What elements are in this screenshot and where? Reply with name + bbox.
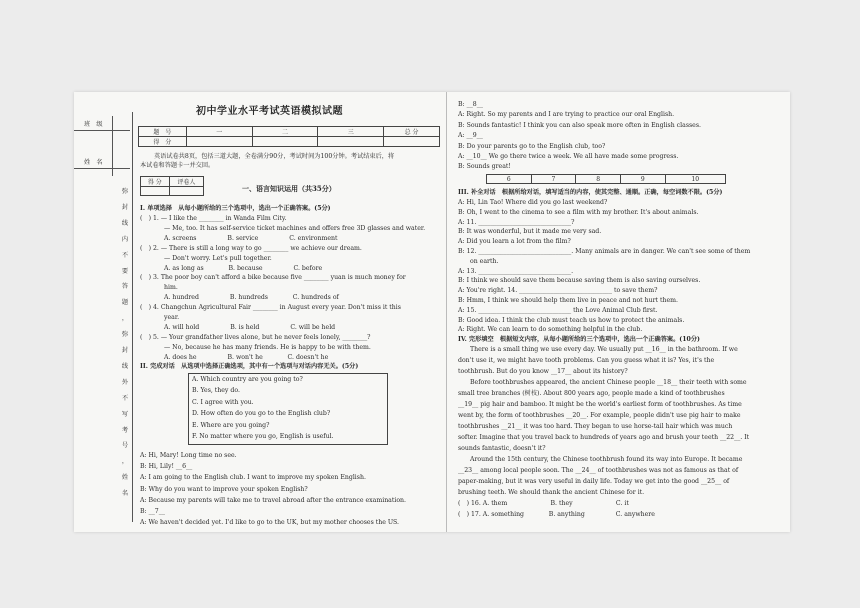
text-line: — No, because he has many friends. He is happy to be with them. bbox=[164, 343, 371, 351]
binding-char: 内 bbox=[121, 235, 129, 243]
score-cell bbox=[318, 137, 384, 147]
answer-number: 8 bbox=[576, 175, 621, 184]
text-line: B: __7__ bbox=[140, 508, 165, 515]
exam-title: 初中学业水平考试英语模拟试题 bbox=[196, 106, 343, 117]
binding-char: 要 bbox=[121, 267, 129, 275]
binding-char: 题 bbox=[121, 299, 129, 307]
text-line: B: __8__ bbox=[458, 101, 483, 108]
text-line: B. Yes, they do. bbox=[192, 387, 240, 395]
text-line: B: Hmm, I think we should help them live in peace and not hurt them. bbox=[458, 297, 678, 304]
text-line: ( ) 16. A. them B. they C. it bbox=[458, 500, 629, 507]
binding-char: 考 bbox=[121, 426, 129, 434]
text-line: B: Sounds fantastic! I think you can also speak more often in English classes. bbox=[458, 121, 701, 129]
text-line: on earth. bbox=[470, 257, 499, 265]
answer-number: 9 bbox=[620, 175, 665, 184]
part4-heading: IV. 完形填空 根据短文内容，从每小题所给的三个选项中，选出一个正确答案。(10分) bbox=[458, 336, 700, 343]
text-line: A. will hold B. is held C. will be held bbox=[164, 323, 336, 331]
section-grader-cell bbox=[169, 187, 203, 196]
text-line: went by, the form of toothbrushes __20__. For example, people didn't use pig hair to make bbox=[458, 412, 741, 419]
text-line: ( ) 1. — I like the ________ in Wanda Film City. bbox=[140, 215, 287, 222]
answer-number: 6 bbox=[487, 175, 532, 184]
text-line: A. hundred B. hundreds C. hundreds of bbox=[164, 294, 339, 302]
binding-divider bbox=[112, 116, 113, 176]
text-line: Around the 15th century, the Chinese toothbrush found its way into Europe. It became bbox=[470, 456, 743, 463]
text-line: brushing teeth. We should thank the ancient Chinese for it. bbox=[458, 489, 645, 496]
text-line: A. does he B. won't he C. doesn't he bbox=[164, 353, 329, 361]
binding-char: 写 bbox=[121, 410, 129, 418]
binding-char: ， bbox=[121, 458, 129, 466]
text-line: A: You're right. 14. ______________________________ to save them? bbox=[458, 287, 658, 295]
text-line: Before toothbrushes appeared, the ancient Chinese people __18__ their teeth with some bbox=[470, 379, 747, 386]
score-row-label: 得 分 bbox=[139, 137, 187, 147]
text-line: D. How often do you go to the English club? bbox=[192, 410, 331, 418]
text-line: A: __9__ bbox=[458, 132, 483, 140]
intro-line: 本试卷和答题卡一并交回。 bbox=[140, 162, 215, 169]
score-cell bbox=[252, 137, 318, 147]
text-line: B: I think we should save them because saving them is also saving ourselves. bbox=[458, 277, 701, 285]
exam-paper bbox=[74, 92, 790, 532]
text-line: B: It was wonderful, but it made me very sad. bbox=[458, 228, 602, 236]
section-score-cell: 得 分 bbox=[141, 177, 170, 187]
binding-char: 答 bbox=[121, 283, 129, 291]
text-line: A: __10__ We go there twice a week. We all have made some progress. bbox=[458, 153, 679, 160]
section-score-cell bbox=[141, 187, 170, 196]
name-label: 姓 名 bbox=[84, 159, 103, 166]
text-line: B: Sounds great! bbox=[458, 163, 511, 171]
class-line bbox=[74, 130, 130, 131]
part1-heading: I. 单项选择 从每小题所给的三个选项中，选出一个正确答案。(5分) bbox=[140, 205, 331, 212]
text-line: don't use it, we might have tooth problems. Can you guess what it is? Yes, it's the bbox=[458, 357, 715, 364]
text-line: ( ) 5. — Your grandfather lives alone, but he never feels lonely, ________? bbox=[140, 333, 371, 341]
text-line: There is a small thing we use every day. We usually put __16__ in the bathroom. If we bbox=[470, 346, 738, 353]
binding-char: 弥 bbox=[121, 188, 129, 195]
text-line: B: Good idea. I think the club must teach us how to protect the animals. bbox=[458, 316, 685, 324]
text-line: B: Oh, I went to the cinema to see a film with my brother. It's about animals. bbox=[458, 208, 699, 216]
score-table bbox=[138, 126, 440, 147]
text-line: ( ) 2. — There is still a long way to go ________ we achieve our dream. bbox=[140, 244, 362, 252]
score-header-cell: 一 bbox=[186, 127, 252, 137]
text-line: toothbrush. But do you know __17__ about its history? bbox=[458, 368, 628, 375]
section-grader-cell: 评卷人 bbox=[169, 177, 203, 187]
text-line: ( ) 3. The poor boy can't afford a bike because five ________ yuan is much money for bbox=[140, 274, 406, 282]
text-line: A: Hi, Lin Tao! Where did you go last weekend? bbox=[458, 199, 608, 206]
text-line: — Me, too. It has self-service ticket machines and offers free 3D glasses and water. bbox=[164, 224, 426, 232]
seal-line bbox=[132, 112, 133, 522]
text-line: A: Hi, Mary! Long time no see. bbox=[140, 452, 237, 459]
answer-number: 7 bbox=[531, 175, 576, 184]
text-line: year. bbox=[164, 314, 180, 321]
text-line: E. Where are you going? bbox=[192, 421, 270, 429]
text-line: small tree branches (树枝). About 800 years ago, people made a kind of toothbrushes bbox=[458, 390, 725, 397]
text-line: F. No matter where you go, English is useful. bbox=[192, 433, 334, 440]
text-line: softer. Imagine that you travel back to hundreds of years ago and brush your teeth __22__. It bbox=[458, 434, 750, 441]
text-line: A. screens B. service C. environment bbox=[164, 234, 338, 242]
text-line: paper-making, but it was very useful in daily life. Today we get into the good __25__ of bbox=[458, 478, 730, 485]
text-line: ( ) 4. Changchun Agricultural Fair ________ in August every year. Don't miss it this bbox=[140, 304, 401, 312]
part3-heading: III. 补全对话 根据所给对话，填写适当的内容，使其完整、通顺。正确，每空词数不限。(5分) bbox=[458, 189, 723, 196]
text-line: A. Which country are you going to? bbox=[192, 376, 303, 383]
text-line: — Don't worry. Let's pull together. bbox=[164, 254, 272, 262]
text-line: B: Do your parents go to the English club, too? bbox=[458, 142, 606, 150]
text-line: toothbrushes __21__ it was too hard. They began to use horse-tail hair which was much bbox=[458, 423, 733, 430]
score-header-cell: 二 bbox=[252, 127, 318, 137]
score-header-cell: 三 bbox=[318, 127, 384, 137]
text-line: A: Right. We can learn to do something helpful in the club. bbox=[458, 326, 643, 334]
part2-heading: II. 完成对话 从选项中选择正确选项，其中有一个选项与对话内容无关。(5分) bbox=[140, 363, 359, 370]
binding-char: 号 bbox=[121, 442, 129, 450]
text-line: him. bbox=[164, 284, 178, 292]
score-cell bbox=[186, 137, 252, 147]
text-line: A: 13. ______________________________. bbox=[458, 267, 574, 275]
text-line: A. as long as B. because C. before bbox=[164, 264, 323, 272]
binding-char: ， bbox=[121, 315, 129, 323]
text-line: __23__ among local people soon. The __24__ of toothbrushes was not as famous as that of bbox=[458, 467, 739, 474]
text-line: A: I am going to the English club. I want to improve my spoken English. bbox=[140, 474, 366, 482]
binding-char: 线 bbox=[121, 219, 129, 227]
text-line: B: Hi, Lily! __6__ bbox=[140, 463, 193, 471]
score-cell bbox=[384, 137, 440, 147]
intro-line: 英语试卷共8页，包括三道大题，全卷满分90分，考试时间为100分钟。考试结束后，将 bbox=[154, 153, 395, 160]
binding-char: 不 bbox=[121, 251, 129, 259]
text-line: A: 15. ______________________________ the Love Animal Club first. bbox=[458, 306, 658, 314]
score-header-cell: 总 分 bbox=[384, 127, 440, 137]
binding-char: 线 bbox=[121, 362, 129, 370]
text-line: C. I agree with you. bbox=[192, 398, 254, 406]
binding-char: 封 bbox=[121, 203, 129, 211]
text-line: A: Because my parents will take me to travel abroad after the entrance examination. bbox=[140, 496, 407, 504]
text-line: ( ) 17. A. something B. anything C. anywhere bbox=[458, 511, 655, 518]
text-line: A: Did you learn a lot from the film? bbox=[458, 238, 571, 246]
section-title: 一、语言知识运用（共35分） bbox=[242, 184, 336, 193]
name-line bbox=[74, 168, 130, 169]
text-line: __19__ pig hair and bamboo. It might be the world's earliest form of toothbrushes. As time bbox=[458, 401, 742, 408]
binding-char: 姓 bbox=[121, 474, 129, 482]
text-line: A: 11. ______________________________? bbox=[458, 218, 575, 226]
text-line: B: Why do you want to improve your spoken English? bbox=[140, 485, 308, 493]
binding-char: 不 bbox=[121, 394, 129, 402]
section-score-box bbox=[140, 176, 204, 196]
score-header-cell: 题 号 bbox=[139, 127, 187, 137]
binding-char: 名 bbox=[121, 490, 129, 498]
text-line: B: 12. ______________________________. Many animals are in danger. We can't see some of them bbox=[458, 248, 751, 255]
text-line: sounds fantastic, doesn't it? bbox=[458, 445, 546, 452]
text-line: A: Right. So my parents and I are trying to practice our oral English. bbox=[458, 111, 675, 119]
text-line: A: We haven't decided yet. I'd like to go to the UK, but my mother chooses the US. bbox=[140, 519, 400, 527]
binding-char: 外 bbox=[121, 378, 129, 386]
page-divider bbox=[446, 92, 447, 532]
class-label: 班 级 bbox=[84, 121, 103, 128]
binding-char: 封 bbox=[121, 347, 129, 354]
answer-number: 10 bbox=[665, 175, 725, 184]
answer-table bbox=[486, 174, 726, 184]
binding-char: 弥 bbox=[121, 331, 129, 339]
